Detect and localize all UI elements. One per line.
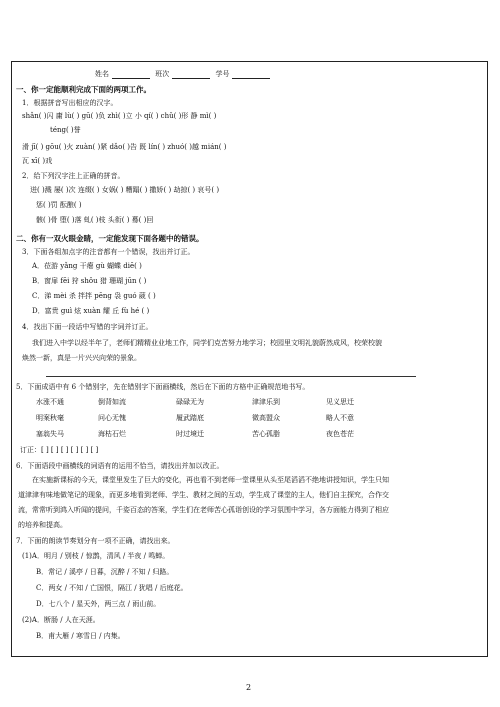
q3-option-c: C．涕 mèi 杀 拌拌 pēng 袅 guó 葳 ( )	[32, 292, 156, 300]
student-info-header	[95, 69, 273, 79]
q1-prompt: 1．根据拼音写出相应的汉字。	[22, 99, 118, 107]
name-field[interactable]	[112, 71, 150, 79]
idiom: 碌碌无为	[176, 398, 204, 406]
class-field[interactable]	[172, 71, 210, 79]
q2-row-1: 迸( )溅 屡( )次 连缀( ) 女娲( ) 糟蹋( ) 撒娇( ) 劫掠( ) 哀号( )	[30, 186, 220, 194]
q6-text-line-1: 在实施新课标的今天，课堂里发生了巨大的变化，再也看不到老师一堂课里从头至尾滔滔不绝地讲授知识，学生只知	[32, 476, 389, 484]
idiom: 明案秋毫	[36, 414, 64, 422]
q4-text-line-2: 焕然一新，真是一片兴兴向荣的景象。	[22, 354, 141, 362]
q7-1-option-d: D．七八个 / 星天外，两三点 / 雨山前。	[36, 600, 161, 608]
q7-1-option-a: (1)A．明月 / 别枝 / 惊鹊，清风 / 半夜 / 鸣蝉。	[22, 552, 170, 560]
q7-prompt: 7．下面的朗读节奏划分有一项不正确，请找出来。	[16, 537, 175, 545]
idiom: 倒背如流	[98, 398, 126, 406]
idiom: 夜色苍茫	[326, 430, 354, 438]
idiom: 水涨不通	[36, 398, 64, 406]
class-label: 班次	[155, 70, 170, 78]
idiom: 时过境迁	[176, 430, 204, 438]
idiom: 海枯石烂	[98, 430, 126, 438]
q2-row-2: 骸( )骨 堕( )落 虬( )枝 头衔( ) 蓦( )回	[36, 216, 154, 224]
q6-text-line-2: 道津津有味地做笔记的现象，而更多地看到老师、学生、教材之间的互动，学生成了课堂的主人，他们自主探究，合作交	[18, 491, 389, 499]
q7-2-option-b: B．甫大雁 / 寒雪日 / 内集。	[36, 632, 125, 640]
q4-prompt: 4．找出下面一段话中写错的字词并订正。	[22, 323, 153, 331]
q1-row-1: shǎn( )闪 庸 lù( ) gū( )负 zhì( )立 小 qí( ) chǔ( )形 静 mì( )	[22, 112, 217, 120]
q1-row-2b: 瓦 xī( )戏	[22, 157, 53, 165]
q6-text-line-3: 流，常常听到鸿入听闻的提问，千姿百态的答案，学生们在老师苦心孤诣创设的学习氛围中学习，各方面能力得到了相应	[18, 506, 389, 514]
idiom: 津津乐到	[252, 398, 280, 406]
q4-text-line-1: 我们进入中学以经半年了，老师们精精业业地工作，同学们克苦努力地学习；校园里文明礼貌蔚然成风，校荣校貌	[32, 339, 382, 347]
q2-row-1b: 惩( )罚 酝酿( )	[36, 201, 82, 209]
q6-text-line-4: 的培养和提高。	[18, 521, 67, 529]
page-number: 2	[246, 683, 252, 692]
q7-1-option-b: B．常记 / 溪亭 / 日暮，沉醉 / 不知 / 归路。	[36, 568, 174, 576]
q3-option-a: A．莅游 yǎng 干瘪 gù 蝴蝶 diē( )	[32, 262, 142, 270]
q3-prompt: 3．下面各组加点字的注音都有一个错误，找出并订正。	[22, 248, 195, 256]
q1-row-2: 滑 jī( ) gōu( )火 zuàn( )紧 dǎo( )告 既 lín( ) zhuó( )越 mián( )	[22, 143, 227, 151]
idiom: 略人不意	[326, 414, 354, 422]
idiom: 塞翁失马	[36, 430, 64, 438]
q6-prompt: 6．下面语段中画横线的词语有的运用不恰当，请找出并加以改正。	[16, 462, 224, 470]
q7-1-option-c: C．两女 / 不知 / 亡国恨，隔江 / 犹唱 / 后庭花。	[36, 584, 188, 592]
q2-prompt: 2．给下列汉字注上正确的拼音。	[22, 172, 125, 180]
idiom: 问心无愧	[98, 414, 126, 422]
q1-row-1b: téng( )誉	[50, 126, 81, 134]
q3-option-b: B．窗扉 fēi 狩 shǒu 猎 珊瑚 jūn ( )	[32, 277, 147, 285]
q5-prompt: 5．下面成语中有 6 个错别字，先在错别字下面画横线，然后在下面的方格中正确规范地书写。	[16, 383, 310, 391]
section-1-title: 一、你一定能顺利完成下面的两项工作。	[16, 85, 151, 94]
idiom: 苦心孤脂	[252, 430, 280, 438]
name-label: 姓名	[95, 70, 109, 78]
idiom: 履武踏底	[176, 414, 204, 422]
q5-correction-boxes[interactable]: 订正：[ ] [ ] [ ] [ ] [ ] [ ]	[20, 446, 99, 454]
id-label: 学号	[215, 70, 230, 78]
idiom: 微高盟众	[252, 414, 280, 422]
id-field[interactable]	[232, 71, 270, 79]
section-2-title: 二、你有一双火眼金睛，一定能发现下面各题中的错误。	[16, 234, 204, 243]
idiom: 见义思迁	[326, 398, 354, 406]
q4-answer-line[interactable]	[46, 376, 416, 377]
q3-option-d: D．富贵 guì 炫 xuàn 耀 丘 fù hé ( )	[32, 307, 150, 315]
q7-2-option-a: (2)A．断肠 / 人在天涯。	[22, 616, 100, 624]
